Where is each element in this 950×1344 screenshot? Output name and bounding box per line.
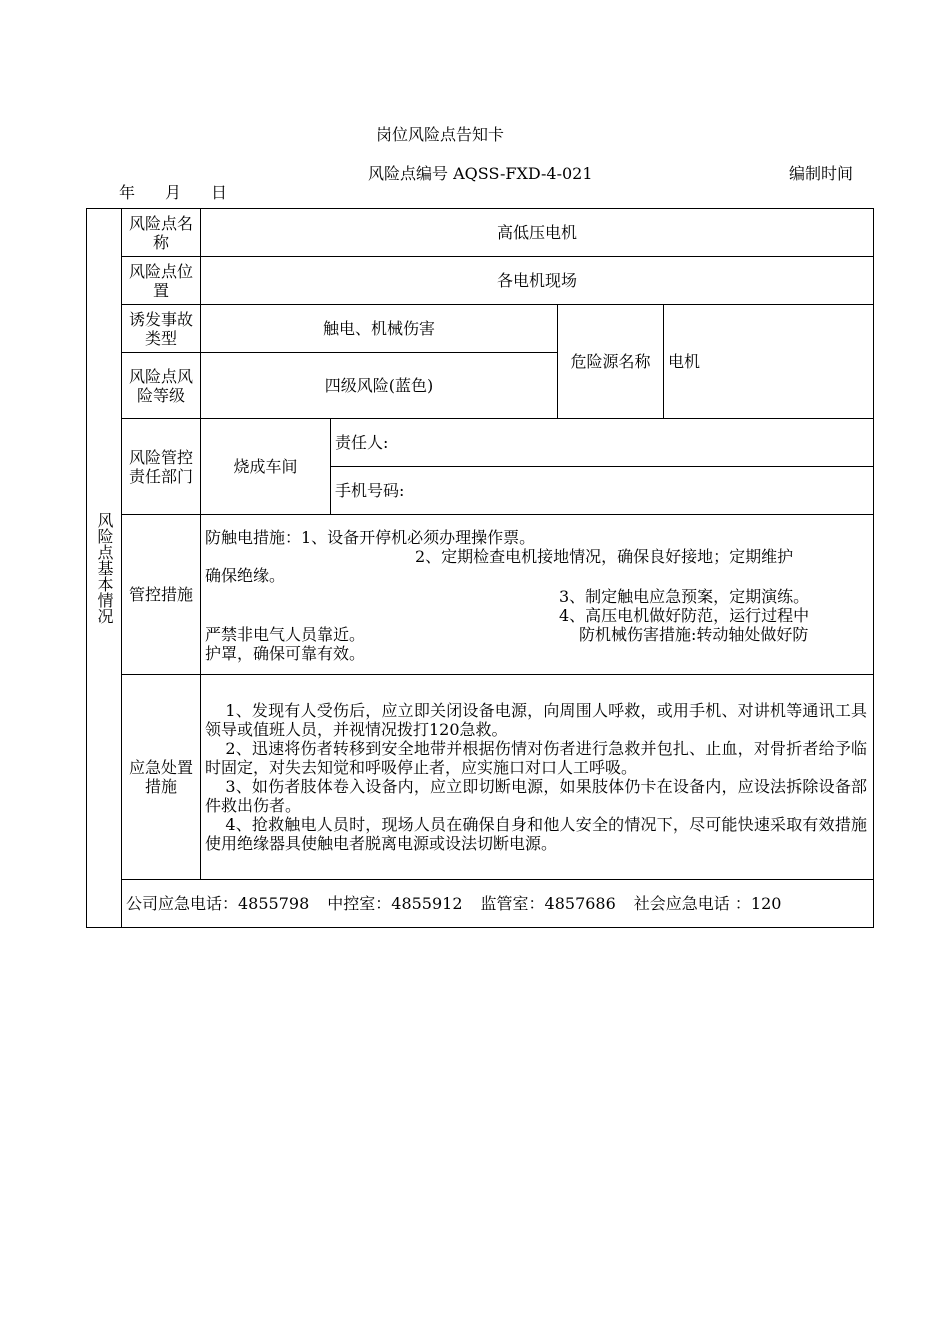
location-value: 各电机现场 (201, 257, 874, 305)
risk-card-table (86, 208, 874, 928)
supervision-phone: 监管室：4857686 (480, 894, 616, 913)
control-line: 护罩，确保可靠有效。 (205, 643, 366, 663)
risk-level-value: 四级风险(蓝色) (201, 353, 558, 419)
control-line: 2、定期检查电机接地情况，确保良好接地；定期维护 (415, 546, 794, 566)
accident-type-label: 诱发事故类型 (122, 305, 201, 353)
emergency-item: 2、迅速将伤者转移到安全地带并根据伤情对伤者进行急救并包扎、止血，对骨折者给予临时固定，对失去知觉和呼吸停止者，应实施口对口人工呼吸。 (205, 739, 868, 777)
name-label: 风险点名称 (122, 209, 201, 257)
social-emergency-phone: 社会应急电话 ：120 (633, 894, 782, 913)
side-label-cell (87, 209, 122, 928)
date-year: 年 (119, 183, 136, 202)
control-line: 防触电措施：1、设备开停机必须办理操作票。 (205, 527, 536, 547)
company-phone: 公司应急电话：4855798 (126, 894, 310, 913)
risk-level-label: 风险点风险等级 (122, 353, 201, 419)
hazard-source-value: 电机 (664, 305, 874, 419)
emergency-label: 应急处置措施 (122, 675, 201, 880)
control-line: 确保绝缘。 (205, 565, 286, 585)
control-line: 4、高压电机做好防范，运行过程中 (559, 605, 810, 625)
risk-point-code: 风险点编号 AQSS-FXD-4-021 (368, 164, 593, 183)
emergency-item: 4、抢救触电人员时，现场人员在确保自身和他人安全的情况下，尽可能快速采取有效措施使用绝缘器具使触电者脱离电源或设法切断电源。 (205, 815, 868, 853)
side-label: 风险点基本情况 (95, 512, 114, 624)
accident-type-value: 触电、机械伤害 (201, 305, 558, 353)
name-value: 高低压电机 (201, 209, 874, 257)
control-measures (201, 515, 874, 675)
dept-label: 风险管控责任部门 (122, 419, 201, 515)
emergency-measures (201, 675, 874, 880)
emergency-phones (122, 880, 874, 928)
phone-number: 手机号码: (331, 467, 874, 515)
made-time-label: 编制时间 (789, 164, 854, 183)
hazard-source-label: 危险源名称 (558, 305, 664, 419)
control-line: 严禁非电气人员靠近。 (205, 624, 366, 644)
date-month: 月 (165, 183, 182, 202)
control-label: 管控措施 (122, 515, 201, 675)
control-line: 防机械伤害措施:转动轴处做好防 (579, 624, 809, 644)
dept-value: 烧成车间 (201, 419, 331, 515)
page-title: 岗位风险点告知卡 (376, 125, 505, 144)
emergency-item: 1、发现有人受伤后，应立即关闭设备电源，向周围人呼救，或用手机、对讲机等通讯工具领导或值班人员，并视情况拨打120急救。 (205, 701, 868, 739)
responsible-person: 责任人: (331, 419, 874, 467)
date-line (119, 180, 257, 203)
control-line: 3、制定触电应急预案，定期演练。 (559, 586, 810, 606)
central-control-phone: 中控室：4855912 (327, 894, 463, 913)
location-label: 风险点位置 (122, 257, 201, 305)
emergency-item: 3、如伤者肢体卷入设备内，应立即切断电源，如果肢体仍卡在设备内，应设法拆除设备部件救出伤者。 (205, 777, 868, 815)
date-day: 日 (211, 183, 228, 202)
